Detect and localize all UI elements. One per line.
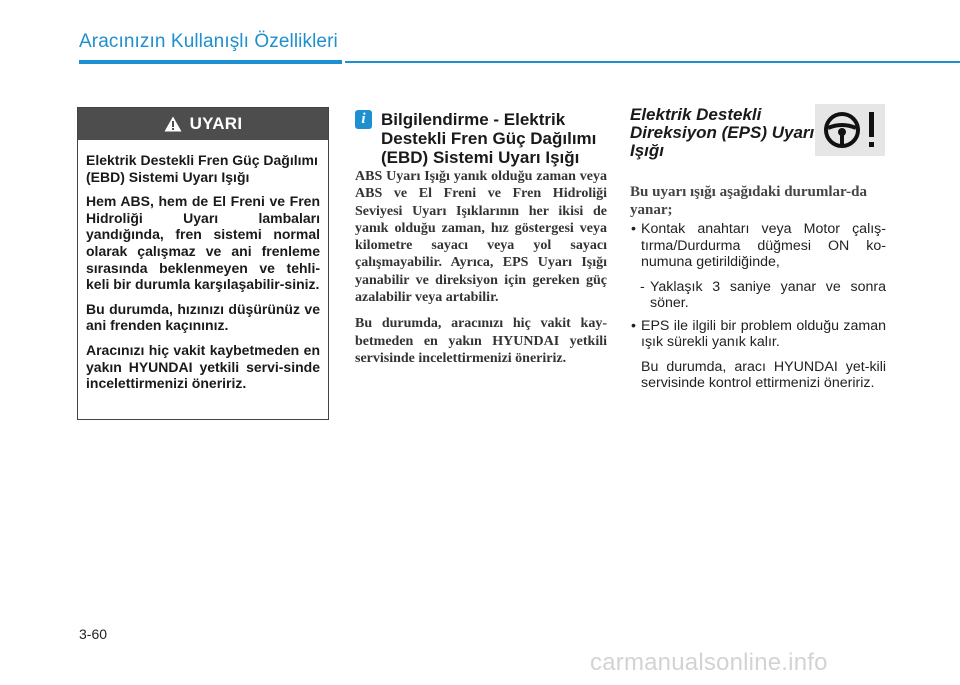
list-item [630, 221, 886, 271]
warning-label: UYARI [189, 114, 243, 133]
warning-header [78, 108, 328, 140]
eps-list [630, 221, 886, 392]
list-item [630, 318, 886, 351]
list-note: Bu durumda, aracı HYUNDAI yet-kili servisinde kontrol ettirmenizi öneririz. [641, 358, 886, 391]
bullet-icon: • [631, 221, 636, 237]
info-paragraph: Bu durumda, aracınızı hiç vakit kay-betmeden en yakın HYUNDAI yetkili servisinde incelettirmenizi öneririz. [355, 316, 607, 366]
warning-title: Elektrik Destekli Fren Güç Dağılımı (EBD) Sistemi Uyarı Işığı [86, 152, 318, 185]
dash-icon: - [640, 278, 645, 295]
list-item-text: Kontak anahtarı veya Motor çalış-tırma/Durdurma düğmesi ON ko-numuna getirildiğinde, [641, 221, 886, 270]
info-paragraph: ABS Uyarı Işığı yanık olduğu zaman veya ABS ve El Freni ve Fren Hidroliği Seviyesi Uyarı Işıklarının her ikisi de yanık olduğu zaman, hız göstergesi veya kilometre sayacı veya yol sayacı çalışmayabilir. Ayrıca, EPS Uyarı Işığı yanabilir ve direksiyon için gereken güç azalabilir veya artabilir. [355, 169, 607, 306]
page-number: 3-60 [79, 626, 108, 642]
bullet-icon: • [631, 317, 636, 334]
info-heading: Bilgilendirme - Elektrik Destekli Fren Güç Dağılımı (EBD) Sistemi Uyarı Işığı [381, 110, 597, 167]
eps-steering-warning-icon [815, 104, 885, 156]
warning-triangle-icon [164, 116, 182, 132]
eps-intro: Bu uyarı ışığı aşağıdaki durumlar-da yanar; [630, 184, 867, 218]
watermark: carmanualsonline.info [590, 649, 828, 676]
info-icon: i [355, 110, 372, 129]
header-rule [79, 60, 960, 64]
list-subitem-text: Yaklaşık 3 saniye yanar ve sonra söner. [650, 278, 886, 311]
list-item-text: EPS ile ilgili bir problem olduğu zaman ışık sürekli yanık kalır. [641, 317, 886, 350]
eps-heading: Elektrik Destekli Direksiyon (EPS) Uyarı Işığı [630, 105, 815, 160]
warning-paragraph: Bu durumda, hızınızı düşürünüz ve ani frenden kaçınınız. [86, 300, 320, 334]
warning-box [77, 107, 329, 420]
warning-body [78, 140, 328, 392]
warning-paragraph: Hem ABS, hem de El Freni ve Fren Hidroliği Uyarı lambaları yandığında, fren sistemi normal olarak çalışmaz ve ani frenleme sırasında beklenmeyen ve tehli-keli bir durumla karşılaşabilir-siniz. [86, 193, 320, 293]
info-body [355, 168, 607, 376]
warning-paragraph: Aracınızı hiç vakit kaybetmeden en yakın HYUNDAI yetkili servi-sinde incelettirmenizi öneririz. [86, 341, 320, 392]
section-title: Aracınızın Kullanışlı Özellikleri [79, 31, 338, 52]
list-subitem [630, 279, 886, 312]
